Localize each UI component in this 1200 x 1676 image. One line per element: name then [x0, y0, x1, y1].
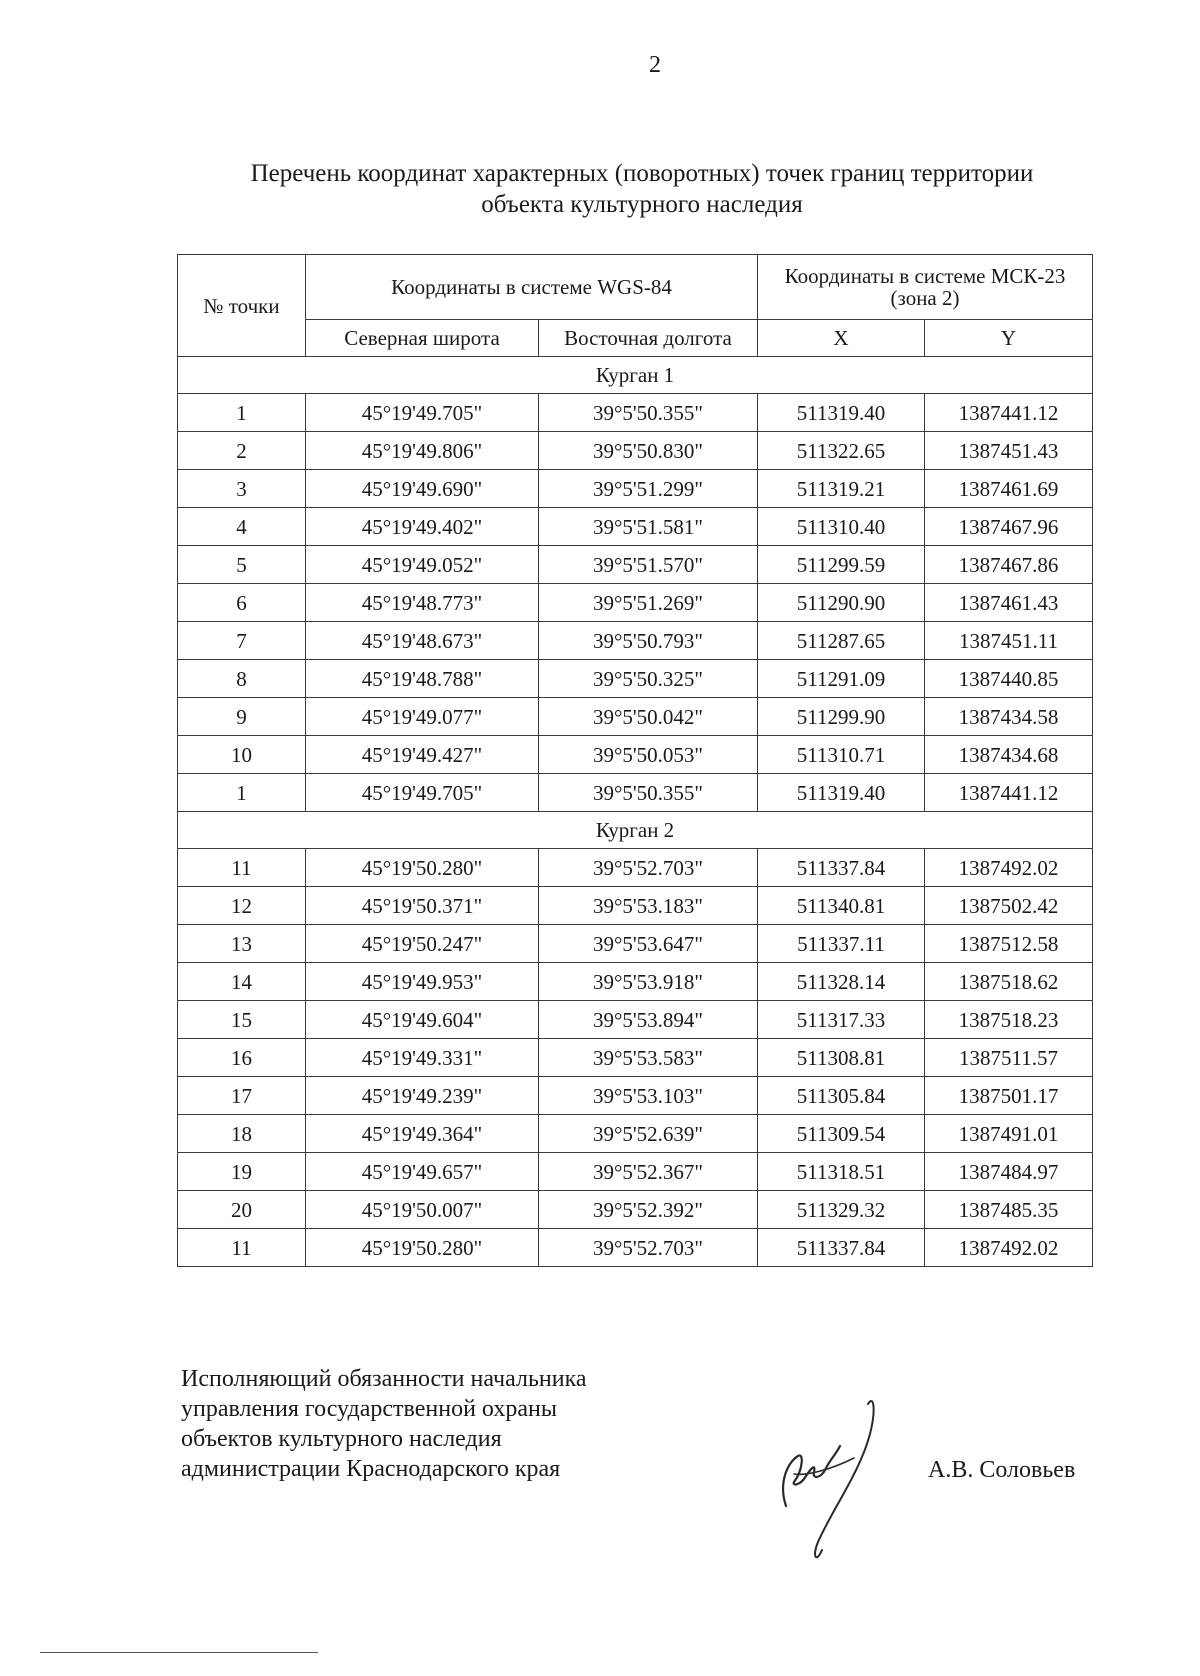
cell-point-number: 12 [178, 887, 306, 925]
cell-y: 1387484.97 [925, 1153, 1093, 1191]
cell-point-number: 11 [178, 849, 306, 887]
table-row [178, 849, 1093, 887]
cell-x: 511309.54 [758, 1115, 925, 1153]
cell-longitude: 39°5'52.392" [539, 1191, 758, 1229]
cell-point-number: 15 [178, 1001, 306, 1039]
cell-y: 1387485.35 [925, 1191, 1093, 1229]
cell-x: 511337.84 [758, 1229, 925, 1267]
cell-point-number: 8 [178, 660, 306, 698]
cell-latitude: 45°19'49.077" [306, 698, 539, 736]
cell-longitude: 39°5'51.299" [539, 470, 758, 508]
table-row [178, 698, 1093, 736]
title-line-1: Перечень координат характерных (поворотных) точек границ территории [250, 160, 1034, 187]
cell-x: 511287.65 [758, 622, 925, 660]
cell-y: 1387467.86 [925, 546, 1093, 584]
position-line: управления государственной охраны [181, 1396, 557, 1422]
cell-latitude: 45°19'48.788" [306, 660, 539, 698]
cell-latitude: 45°19'49.806" [306, 432, 539, 470]
cell-y: 1387492.02 [925, 1229, 1093, 1267]
cell-y: 1387451.11 [925, 622, 1093, 660]
table-row [178, 1077, 1093, 1115]
section-row [178, 812, 1093, 849]
cell-longitude: 39°5'53.103" [539, 1077, 758, 1115]
cell-x: 511337.84 [758, 849, 925, 887]
cell-point-number: 9 [178, 698, 306, 736]
coordinates-table [177, 254, 1093, 1267]
cell-latitude: 45°19'50.280" [306, 1229, 539, 1267]
cell-y: 1387440.85 [925, 660, 1093, 698]
cell-x: 511322.65 [758, 432, 925, 470]
cell-point-number: 10 [178, 736, 306, 774]
section-row [178, 357, 1093, 394]
table-row [178, 1229, 1093, 1267]
header-longitude: Восточная долгота [539, 320, 758, 357]
cell-longitude: 39°5'50.042" [539, 698, 758, 736]
signatory-position [181, 1364, 587, 1484]
cell-x: 511299.90 [758, 698, 925, 736]
cell-longitude: 39°5'52.367" [539, 1153, 758, 1191]
table-row [178, 622, 1093, 660]
cell-point-number: 16 [178, 1039, 306, 1077]
page-number: 2 [649, 52, 661, 78]
table-row [178, 736, 1093, 774]
table-row [178, 1153, 1093, 1191]
cell-latitude: 45°19'50.371" [306, 887, 539, 925]
section-title: Курган 2 [178, 812, 1093, 849]
cell-latitude: 45°19'49.427" [306, 736, 539, 774]
title-line-2: объекта культурного наследия [481, 191, 803, 218]
cell-y: 1387461.69 [925, 470, 1093, 508]
cell-latitude: 45°19'49.657" [306, 1153, 539, 1191]
cell-longitude: 39°5'50.830" [539, 432, 758, 470]
header-x: X [758, 320, 925, 357]
cell-latitude: 45°19'48.773" [306, 584, 539, 622]
cell-y: 1387467.96 [925, 508, 1093, 546]
cell-longitude: 39°5'53.647" [539, 925, 758, 963]
cell-x: 511310.71 [758, 736, 925, 774]
header-y: Y [925, 320, 1093, 357]
cell-y: 1387518.23 [925, 1001, 1093, 1039]
table-body [178, 357, 1093, 1267]
header-wgs84: Координаты в системе WGS-84 [306, 255, 758, 320]
cell-point-number: 2 [178, 432, 306, 470]
cell-latitude: 45°19'49.604" [306, 1001, 539, 1039]
cell-y: 1387434.58 [925, 698, 1093, 736]
table-row [178, 887, 1093, 925]
header-msk23 [758, 255, 1093, 320]
cell-latitude: 45°19'48.673" [306, 622, 539, 660]
cell-x: 511319.40 [758, 774, 925, 812]
signer-name: А.В. Соловьев [928, 1457, 1076, 1483]
cell-point-number: 1 [178, 774, 306, 812]
table-row [178, 508, 1093, 546]
cell-latitude: 45°19'49.331" [306, 1039, 539, 1077]
cell-longitude: 39°5'53.894" [539, 1001, 758, 1039]
table-row [178, 774, 1093, 812]
cell-x: 511291.09 [758, 660, 925, 698]
cell-longitude: 39°5'50.355" [539, 394, 758, 432]
cell-longitude: 39°5'50.793" [539, 622, 758, 660]
cell-latitude: 45°19'50.007" [306, 1191, 539, 1229]
cell-point-number: 1 [178, 394, 306, 432]
cell-y: 1387512.58 [925, 925, 1093, 963]
cell-y: 1387492.02 [925, 849, 1093, 887]
cell-x: 511319.21 [758, 470, 925, 508]
cell-longitude: 39°5'53.583" [539, 1039, 758, 1077]
cell-longitude: 39°5'50.355" [539, 774, 758, 812]
cell-x: 511329.32 [758, 1191, 925, 1229]
position-line: администрации Краснодарского края [181, 1456, 561, 1482]
section-title: Курган 1 [178, 357, 1093, 394]
header-msk23-line1: Координаты в системе МСК-23 [784, 264, 1066, 288]
cell-latitude: 45°19'50.280" [306, 849, 539, 887]
cell-longitude: 39°5'51.269" [539, 584, 758, 622]
footnote-divider [40, 1652, 318, 1653]
cell-y: 1387501.17 [925, 1077, 1093, 1115]
cell-point-number: 17 [178, 1077, 306, 1115]
cell-y: 1387518.62 [925, 963, 1093, 1001]
cell-y: 1387434.68 [925, 736, 1093, 774]
table-row [178, 963, 1093, 1001]
cell-x: 511299.59 [758, 546, 925, 584]
header-msk23-line2: (зона 2) [890, 286, 960, 310]
cell-point-number: 7 [178, 622, 306, 660]
table-row [178, 660, 1093, 698]
cell-point-number: 11 [178, 1229, 306, 1267]
cell-latitude: 45°19'49.953" [306, 963, 539, 1001]
cell-latitude: 45°19'49.705" [306, 774, 539, 812]
cell-longitude: 39°5'50.053" [539, 736, 758, 774]
cell-x: 511328.14 [758, 963, 925, 1001]
cell-x: 511317.33 [758, 1001, 925, 1039]
cell-longitude: 39°5'53.183" [539, 887, 758, 925]
table-row [178, 470, 1093, 508]
cell-latitude: 45°19'50.247" [306, 925, 539, 963]
table-row [178, 584, 1093, 622]
handwritten-signature [770, 1390, 890, 1570]
table-row [178, 1001, 1093, 1039]
cell-longitude: 39°5'52.703" [539, 849, 758, 887]
cell-x: 511318.51 [758, 1153, 925, 1191]
cell-x: 511305.84 [758, 1077, 925, 1115]
cell-y: 1387511.57 [925, 1039, 1093, 1077]
cell-point-number: 20 [178, 1191, 306, 1229]
cell-longitude: 39°5'52.639" [539, 1115, 758, 1153]
cell-point-number: 19 [178, 1153, 306, 1191]
cell-x: 511337.11 [758, 925, 925, 963]
cell-x: 511319.40 [758, 394, 925, 432]
header-latitude: Северная широта [306, 320, 539, 357]
cell-point-number: 6 [178, 584, 306, 622]
cell-y: 1387502.42 [925, 887, 1093, 925]
table-row [178, 1115, 1093, 1153]
cell-latitude: 45°19'49.239" [306, 1077, 539, 1115]
cell-latitude: 45°19'49.402" [306, 508, 539, 546]
cell-latitude: 45°19'49.052" [306, 546, 539, 584]
position-line: Исполняющий обязанности начальника [181, 1366, 587, 1392]
cell-x: 511308.81 [758, 1039, 925, 1077]
table-row [178, 1191, 1093, 1229]
table-row [178, 1039, 1093, 1077]
cell-x: 511340.81 [758, 887, 925, 925]
cell-y: 1387441.12 [925, 394, 1093, 432]
cell-x: 511310.40 [758, 508, 925, 546]
cell-longitude: 39°5'51.581" [539, 508, 758, 546]
document-title [150, 158, 1134, 220]
cell-longitude: 39°5'53.918" [539, 963, 758, 1001]
table-row [178, 546, 1093, 584]
cell-x: 511290.90 [758, 584, 925, 622]
cell-latitude: 45°19'49.705" [306, 394, 539, 432]
position-line: объектов культурного наследия [181, 1426, 502, 1452]
cell-longitude: 39°5'52.703" [539, 1229, 758, 1267]
cell-y: 1387451.43 [925, 432, 1093, 470]
cell-point-number: 14 [178, 963, 306, 1001]
cell-latitude: 45°19'49.364" [306, 1115, 539, 1153]
cell-point-number: 3 [178, 470, 306, 508]
cell-point-number: 18 [178, 1115, 306, 1153]
table-row [178, 925, 1093, 963]
cell-latitude: 45°19'49.690" [306, 470, 539, 508]
cell-longitude: 39°5'51.570" [539, 546, 758, 584]
cell-y: 1387461.43 [925, 584, 1093, 622]
cell-y: 1387441.12 [925, 774, 1093, 812]
cell-point-number: 5 [178, 546, 306, 584]
cell-point-number: 4 [178, 508, 306, 546]
cell-y: 1387491.01 [925, 1115, 1093, 1153]
table-row [178, 394, 1093, 432]
header-point-number: № точки [178, 255, 306, 357]
cell-longitude: 39°5'50.325" [539, 660, 758, 698]
cell-point-number: 13 [178, 925, 306, 963]
table-row [178, 432, 1093, 470]
